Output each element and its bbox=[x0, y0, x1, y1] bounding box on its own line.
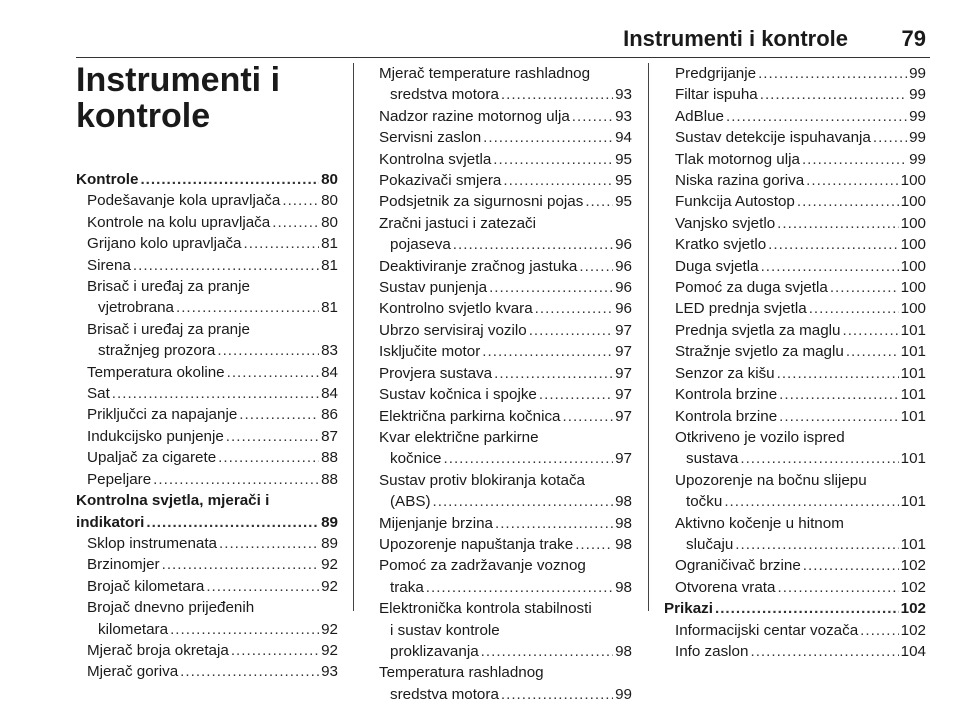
toc-entry-title: Brzinomjer bbox=[87, 556, 160, 574]
dot-leader bbox=[112, 383, 319, 404]
toc-page-number: 92 bbox=[321, 577, 338, 595]
toc-page-number: 99 bbox=[909, 65, 926, 82]
toc-entry bbox=[76, 340, 338, 361]
toc-entry-title-line: Zračni jastuci i zatezači bbox=[379, 214, 536, 232]
toc-page-number: 84 bbox=[321, 385, 338, 403]
toc-page-number: 102 bbox=[900, 600, 926, 618]
dot-leader bbox=[750, 641, 898, 662]
dot-leader bbox=[777, 363, 899, 384]
dot-leader bbox=[572, 106, 613, 127]
dot-leader bbox=[153, 469, 319, 490]
dot-leader bbox=[715, 598, 899, 619]
dot-leader bbox=[726, 106, 907, 127]
toc-column-1 bbox=[76, 169, 338, 683]
toc-entry-title: Sirena bbox=[87, 256, 131, 274]
toc-page-number: 87 bbox=[321, 427, 338, 445]
dot-leader bbox=[433, 491, 614, 512]
toc-entry bbox=[664, 277, 926, 298]
toc-entry-title: Priključci za napajanje bbox=[87, 406, 238, 424]
toc-page-number: 97 bbox=[615, 450, 632, 468]
toc-page-number: 98 bbox=[615, 578, 632, 596]
toc-entry-title: vjetrobrana bbox=[98, 299, 174, 317]
toc-entry-title: Mjerač goriva bbox=[87, 663, 179, 681]
header-rule bbox=[76, 57, 930, 58]
toc-page-number: 93 bbox=[321, 663, 338, 681]
toc-entry-title: Sustav detekcije ispuhavanja bbox=[675, 129, 871, 147]
toc-entry-title: kočnice bbox=[390, 450, 442, 468]
dot-leader bbox=[585, 191, 613, 212]
toc-entry-title-line: Brisač i uređaj za pranje bbox=[87, 278, 250, 296]
toc-entry-title: Kontrolna svjetla bbox=[379, 150, 492, 168]
toc-entry bbox=[368, 513, 632, 534]
toc-page-number: 93 bbox=[615, 86, 632, 104]
toc-entry-title-line: Pomoć za zadržavanje voznog bbox=[379, 557, 586, 575]
toc-entry-title: kilometara bbox=[98, 620, 169, 638]
toc-entry-title-line: i sustav kontrole bbox=[390, 621, 500, 639]
dot-leader bbox=[272, 212, 319, 233]
dot-leader bbox=[768, 234, 898, 255]
toc-page-number: 98 bbox=[615, 493, 632, 511]
toc-entry-title: Sklop instrumenata bbox=[87, 534, 218, 552]
toc-entry-title: slučaju bbox=[686, 535, 734, 553]
toc-entry bbox=[664, 341, 926, 362]
toc-entry bbox=[368, 191, 632, 212]
toc-entry bbox=[664, 213, 926, 234]
toc-entry-title-line: Brisač i uređaj za pranje bbox=[87, 320, 250, 338]
toc-entry-title: sustava bbox=[686, 450, 739, 468]
toc-entry-title: Temperatura okoline bbox=[87, 363, 225, 381]
toc-entry bbox=[664, 534, 926, 555]
toc-entry-title: pojaseva bbox=[390, 236, 451, 254]
toc-page-number: 102 bbox=[900, 557, 926, 575]
toc-entry-title: indikatori bbox=[76, 513, 145, 531]
dot-leader bbox=[495, 513, 613, 534]
toc-page-number: 100 bbox=[900, 172, 926, 190]
toc-entry-title-line: Upozorenje na bočnu slijepu bbox=[675, 471, 867, 489]
toc-page-number: 98 bbox=[615, 514, 632, 532]
toc-page-number: 81 bbox=[321, 299, 338, 317]
toc-entry bbox=[76, 362, 338, 383]
toc-entry-title: Info zaslon bbox=[675, 642, 749, 660]
toc-entry-title: Brojač kilometara bbox=[87, 577, 205, 595]
dot-leader bbox=[133, 255, 319, 276]
toc-entry bbox=[368, 341, 632, 362]
toc-entry-title: traka bbox=[390, 578, 424, 596]
dot-leader bbox=[873, 127, 907, 148]
toc-entry bbox=[368, 106, 632, 127]
toc-entry-title-line: Temperatura rashladnog bbox=[379, 664, 544, 682]
dot-leader bbox=[860, 620, 898, 641]
dot-leader bbox=[529, 320, 613, 341]
dot-leader bbox=[797, 191, 899, 212]
toc-page-number: 88 bbox=[321, 449, 338, 467]
toc-entry bbox=[664, 577, 926, 598]
toc-entry bbox=[76, 383, 338, 404]
toc-entry bbox=[76, 619, 338, 640]
toc-entry-title-line: Aktivno kočenje u hitnom bbox=[675, 514, 844, 532]
toc-page-number: 80 bbox=[321, 171, 338, 188]
dot-leader bbox=[579, 256, 613, 277]
toc-entry-title: Električna parkirna kočnica bbox=[379, 407, 561, 425]
toc-entry-title: (ABS) bbox=[390, 493, 431, 511]
toc-entry-title: Pokazivači smjera bbox=[379, 172, 502, 190]
toc-column-3 bbox=[664, 63, 926, 662]
dot-leader bbox=[740, 448, 898, 469]
dot-leader bbox=[760, 84, 907, 105]
dot-leader bbox=[481, 641, 613, 662]
toc-entry-title: Kontrola brzine bbox=[675, 407, 778, 425]
toc-entry bbox=[664, 106, 926, 127]
toc-page-number: 102 bbox=[900, 578, 926, 596]
toc-entry-title: Filtar ispuha bbox=[675, 86, 758, 104]
toc-page-number: 102 bbox=[900, 621, 926, 639]
dot-leader bbox=[146, 512, 319, 533]
toc-page-number: 100 bbox=[900, 257, 926, 275]
toc-entry bbox=[368, 84, 632, 105]
toc-entry-title: Otvorena vrata bbox=[675, 578, 776, 596]
toc-entry bbox=[76, 233, 338, 254]
toc-page-number: 92 bbox=[321, 641, 338, 659]
dot-leader bbox=[809, 298, 899, 319]
toc-entry-title: Prednja svjetla za maglu bbox=[675, 321, 841, 339]
page-number: 79 bbox=[901, 26, 926, 51]
toc-entry bbox=[664, 320, 926, 341]
toc-page-number: 97 bbox=[615, 343, 632, 361]
toc-entry bbox=[368, 320, 632, 341]
dot-leader bbox=[162, 554, 320, 575]
toc-entry bbox=[664, 191, 926, 212]
dot-leader bbox=[206, 576, 319, 597]
toc-entry bbox=[368, 149, 632, 170]
toc-page-number: 100 bbox=[900, 193, 926, 211]
dot-leader bbox=[779, 406, 899, 427]
toc-entry bbox=[76, 212, 338, 233]
toc-entry bbox=[76, 255, 338, 276]
toc-page-number: 80 bbox=[321, 192, 338, 210]
toc-entry-title: Senzor za kišu bbox=[675, 364, 775, 382]
toc-page-number: 92 bbox=[321, 556, 338, 574]
toc-page-number: 101 bbox=[900, 535, 926, 553]
toc-page-number: 101 bbox=[900, 386, 926, 404]
toc-entry-title: Indukcijsko punjenje bbox=[87, 427, 224, 445]
toc-entry bbox=[664, 448, 926, 469]
toc-entry-title: Upozorenje napuštanja trake bbox=[379, 535, 574, 553]
toc-page-number: 80 bbox=[321, 213, 338, 231]
dot-leader bbox=[231, 640, 319, 661]
toc-page-number: 98 bbox=[615, 535, 632, 553]
toc-entry-title: stražnjeg prozora bbox=[98, 342, 216, 360]
toc-entry-title-line: Otkriveno je vozilo ispred bbox=[675, 428, 845, 446]
dot-leader bbox=[842, 320, 898, 341]
toc-entry bbox=[368, 491, 632, 512]
toc-entry-title: Kontrola brzine bbox=[675, 386, 778, 404]
toc-page-number: 95 bbox=[615, 150, 632, 168]
toc-entry bbox=[368, 256, 632, 277]
toc-page-number: 101 bbox=[900, 407, 926, 425]
toc-entry bbox=[368, 298, 632, 319]
dot-leader bbox=[803, 555, 899, 576]
toc-entry bbox=[76, 533, 338, 554]
toc-entry bbox=[76, 576, 338, 597]
toc-entry-title: Podešavanje kola upravljača bbox=[87, 192, 281, 210]
dot-leader bbox=[426, 577, 613, 598]
dot-leader bbox=[806, 170, 899, 191]
toc-entry-title: LED prednja svjetla bbox=[675, 300, 807, 318]
toc-entry bbox=[664, 170, 926, 191]
toc-entry-title: Niska razina goriva bbox=[675, 172, 805, 190]
dot-leader bbox=[489, 277, 613, 298]
dot-leader bbox=[501, 84, 613, 105]
toc-entry bbox=[664, 84, 926, 105]
dot-leader bbox=[493, 149, 613, 170]
dot-leader bbox=[444, 448, 614, 469]
toc-entry-title: Informacijski centar vozača bbox=[675, 621, 859, 639]
toc-entry-title: Kontrolno svjetlo kvara bbox=[379, 300, 533, 318]
toc-entry bbox=[664, 620, 926, 641]
toc-entry-title-line: Kontrolna svjetla, mjerači i bbox=[76, 492, 270, 510]
toc-page-number: 95 bbox=[615, 172, 632, 190]
toc-entry-title: Sustav punjenja bbox=[379, 279, 488, 297]
toc-page-number: 99 bbox=[615, 685, 632, 703]
dot-leader bbox=[777, 577, 898, 598]
toc-entry-title: Ubrzo servisiraj vozilo bbox=[379, 321, 527, 339]
toc-entry-title-line: Mjerač temperature rashladnog bbox=[379, 65, 591, 82]
dot-leader bbox=[779, 384, 899, 405]
toc-entry-title: Funkcija Autostop bbox=[675, 193, 795, 211]
toc-entry-title: Mjerač broja okretaja bbox=[87, 641, 229, 659]
toc-page-number: 89 bbox=[321, 534, 338, 552]
toc-entry-title: Pomoć za duga svjetla bbox=[675, 279, 828, 297]
dot-leader bbox=[244, 233, 320, 254]
toc-page-number: 97 bbox=[615, 364, 632, 382]
toc-page-number: 100 bbox=[900, 300, 926, 318]
toc-entry bbox=[664, 641, 926, 662]
toc-entry bbox=[368, 577, 632, 598]
toc-entry bbox=[76, 426, 338, 447]
toc-entry-title: Kratko svjetlo bbox=[675, 236, 767, 254]
dot-leader bbox=[239, 404, 319, 425]
toc-entry bbox=[664, 149, 926, 170]
dot-leader bbox=[140, 169, 319, 190]
toc-page-number: 95 bbox=[615, 193, 632, 211]
toc-page-number: 92 bbox=[321, 620, 338, 638]
toc-entry-title-line: Brojač dnevno prijeđenih bbox=[87, 599, 255, 617]
toc-entry-title: sredstva motora bbox=[390, 685, 499, 703]
dot-leader bbox=[777, 213, 898, 234]
toc-entry-title: Deaktiviranje zračnog jastuka bbox=[379, 257, 578, 275]
column-divider bbox=[648, 63, 649, 611]
toc-entry bbox=[664, 127, 926, 148]
dot-leader bbox=[539, 384, 613, 405]
toc-page-number: 93 bbox=[615, 107, 632, 125]
page-header bbox=[0, 0, 960, 58]
toc-entry-title-line: Sustav protiv blokiranja kotača bbox=[379, 471, 585, 489]
dot-leader bbox=[227, 362, 319, 383]
toc-entry-title: Sat bbox=[87, 385, 110, 403]
toc-entry bbox=[76, 190, 338, 211]
dot-leader bbox=[482, 341, 613, 362]
dot-leader bbox=[761, 256, 899, 277]
toc-entry-title: točku bbox=[686, 493, 723, 511]
dot-leader bbox=[724, 491, 898, 512]
toc-entry bbox=[664, 406, 926, 427]
toc-page-number: 81 bbox=[321, 256, 338, 274]
toc-entry bbox=[664, 298, 926, 319]
toc-column-2 bbox=[368, 63, 632, 705]
toc-page-number: 81 bbox=[321, 235, 338, 253]
toc-entry-title: Upaljač za cigarete bbox=[87, 449, 217, 467]
toc-entry-title: proklizavanja bbox=[390, 642, 479, 660]
chapter-title bbox=[76, 62, 346, 134]
dot-leader bbox=[575, 534, 613, 555]
dot-leader bbox=[483, 127, 613, 148]
toc-entry bbox=[368, 534, 632, 555]
dot-leader bbox=[218, 447, 319, 468]
toc-page-number: 99 bbox=[909, 150, 926, 168]
toc-entry-title: Prikazi bbox=[664, 600, 713, 618]
toc-entry bbox=[76, 512, 338, 533]
dot-leader bbox=[501, 684, 613, 705]
toc-entry-title: Predgrijanje bbox=[675, 65, 757, 82]
dot-leader bbox=[563, 406, 614, 427]
toc-page-number: 94 bbox=[615, 129, 632, 147]
toc-entry bbox=[76, 640, 338, 661]
toc-entry-title: Isključite motor bbox=[379, 343, 481, 361]
toc-page-number: 83 bbox=[321, 342, 338, 360]
toc-entry bbox=[368, 170, 632, 191]
toc-entry bbox=[664, 491, 926, 512]
toc-entry-title: Kontrole bbox=[76, 171, 139, 188]
toc-page-number: 96 bbox=[615, 300, 632, 318]
toc-entry-title: Podsjetnik za sigurnosni pojas bbox=[379, 193, 584, 211]
toc-entry bbox=[664, 555, 926, 576]
toc-entry bbox=[76, 661, 338, 682]
chapter-title-line: Instrumenti i bbox=[76, 61, 281, 99]
chapter-title-line: kontrole bbox=[76, 97, 211, 135]
dot-leader bbox=[282, 190, 319, 211]
toc-page-number: 97 bbox=[615, 386, 632, 404]
toc-entry bbox=[76, 469, 338, 490]
toc-page-number: 101 bbox=[900, 493, 926, 511]
toc-page-number: 88 bbox=[321, 470, 338, 488]
toc-entry bbox=[368, 234, 632, 255]
dot-leader bbox=[830, 277, 899, 298]
toc-entry bbox=[368, 127, 632, 148]
toc-entry bbox=[368, 363, 632, 384]
toc-entry bbox=[368, 448, 632, 469]
dot-leader bbox=[180, 661, 319, 682]
toc-page-number: 100 bbox=[900, 214, 926, 232]
toc-page-number: 99 bbox=[909, 129, 926, 147]
toc-entry bbox=[368, 406, 632, 427]
dot-leader bbox=[170, 619, 319, 640]
toc-page-number: 89 bbox=[321, 513, 338, 531]
dot-leader bbox=[176, 297, 319, 318]
dot-leader bbox=[758, 63, 907, 84]
toc-entry bbox=[664, 63, 926, 84]
toc-entry-title: Mijenjanje brzina bbox=[379, 514, 493, 532]
toc-entry bbox=[664, 598, 926, 619]
dot-leader bbox=[503, 170, 613, 191]
toc-entry bbox=[76, 297, 338, 318]
toc-page-number: 100 bbox=[900, 236, 926, 254]
toc-entry-title: Tlak motornog ulja bbox=[675, 150, 800, 168]
toc-page-number: 101 bbox=[900, 364, 926, 382]
toc-entry-title: Grijano kolo upravljača bbox=[87, 235, 242, 253]
toc-entry bbox=[368, 277, 632, 298]
toc-entry-title-line: Kvar električne parkirne bbox=[379, 428, 539, 446]
toc-entry-title: Vanjsko svjetlo bbox=[675, 214, 776, 232]
toc-entry bbox=[664, 384, 926, 405]
toc-entry bbox=[76, 447, 338, 468]
dot-leader bbox=[219, 533, 319, 554]
column-divider bbox=[353, 63, 354, 611]
toc-page-number: 98 bbox=[615, 642, 632, 660]
toc-entry-title: Ograničivač brzine bbox=[675, 557, 801, 575]
dot-leader bbox=[217, 340, 319, 361]
dot-leader bbox=[453, 234, 613, 255]
toc-entry-title: Sustav kočnica i spojke bbox=[379, 386, 537, 404]
dot-leader bbox=[802, 149, 907, 170]
toc-page-number: 84 bbox=[321, 363, 338, 381]
running-header-title: Instrumenti i kontrole bbox=[623, 26, 848, 51]
toc-entry-title: sredstva motora bbox=[390, 86, 499, 104]
toc-entry bbox=[368, 384, 632, 405]
toc-entry bbox=[664, 363, 926, 384]
toc-entry bbox=[664, 256, 926, 277]
toc-entry bbox=[76, 169, 338, 190]
toc-entry bbox=[368, 684, 632, 705]
dot-leader bbox=[846, 341, 899, 362]
toc-page-number: 96 bbox=[615, 236, 632, 254]
toc-page-number: 99 bbox=[909, 86, 926, 104]
toc-page-number: 97 bbox=[615, 321, 632, 339]
toc-page-number: 104 bbox=[900, 642, 926, 660]
toc-entry-title-line: Elektronička kontrola stabilnosti bbox=[379, 600, 592, 618]
toc-entry bbox=[76, 404, 338, 425]
toc-page-number: 101 bbox=[900, 343, 926, 361]
toc-entry-title: Provjera sustava bbox=[379, 364, 493, 382]
dot-leader bbox=[735, 534, 898, 555]
dot-leader bbox=[535, 298, 613, 319]
toc-entry-title: Servisni zaslon bbox=[379, 129, 482, 147]
toc-entry-title: Stražnje svjetlo za maglu bbox=[675, 343, 844, 361]
toc-page-number: 101 bbox=[900, 321, 926, 339]
toc-page-number: 96 bbox=[615, 257, 632, 275]
toc-entry-title: Pepeljare bbox=[87, 470, 152, 488]
dot-leader bbox=[226, 426, 319, 447]
toc-entry-title: Kontrole na kolu upravljača bbox=[87, 213, 271, 231]
toc-page-number: 100 bbox=[900, 279, 926, 297]
toc-entry-title: Nadzor razine motornog ulja bbox=[379, 107, 570, 125]
toc-page-number: 101 bbox=[900, 450, 926, 468]
toc-entry-title: Duga svjetla bbox=[675, 257, 759, 275]
toc-page-number: 99 bbox=[909, 107, 926, 125]
toc-entry bbox=[368, 641, 632, 662]
toc-page-number: 86 bbox=[321, 406, 338, 424]
dot-leader bbox=[494, 363, 613, 384]
toc-page-number: 96 bbox=[615, 279, 632, 297]
toc-entry-title: AdBlue bbox=[675, 107, 724, 125]
toc-page-number: 97 bbox=[615, 407, 632, 425]
toc-entry bbox=[664, 234, 926, 255]
toc-entry bbox=[76, 554, 338, 575]
